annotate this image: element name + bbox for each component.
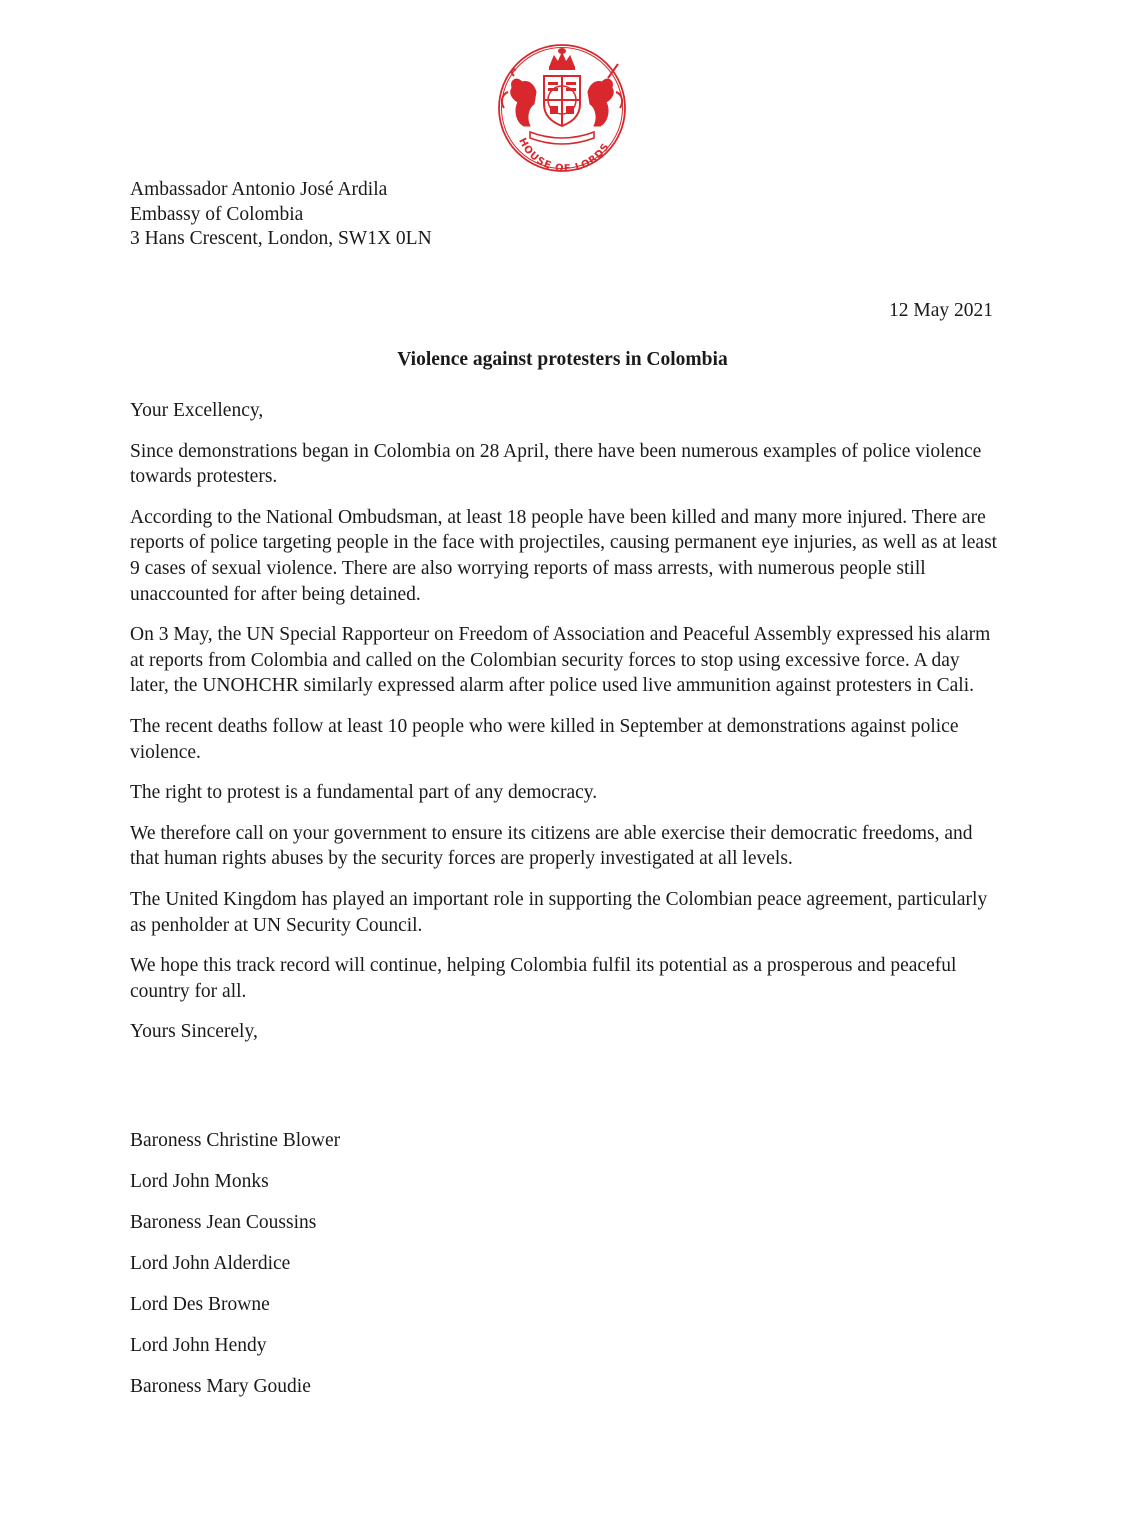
signatory: Lord John Hendy <box>130 1335 267 1356</box>
body-paragraph: We therefore call on your government to ensure its citizens are able exercise their democratic freedoms, and that human rights abuses by the security forces are properly investigated at all levels. <box>130 822 973 870</box>
signatory: Baroness Mary Goudie <box>130 1376 311 1397</box>
letter-subject: Violence against protesters in Colombia <box>397 349 728 370</box>
svg-text:HOUSE OF LORDS: HOUSE OF LORDS <box>516 136 613 174</box>
body-paragraph: Since demonstrations began in Colombia on 28 April, there have been numerous examples of police violence towards protesters. <box>130 440 982 488</box>
signatory: Baroness Christine Blower <box>130 1130 341 1151</box>
body-paragraph: The right to protest is a fundamental part of any democracy. <box>130 782 598 804</box>
recipient-address <box>130 178 432 252</box>
recipient-organisation: Embassy of Colombia <box>130 203 304 225</box>
body-paragraph: The recent deaths follow at least 10 people who were killed in September at demonstrations against police violence. <box>130 715 959 763</box>
signatory-list <box>130 1129 340 1416</box>
closing: Yours Sincerely, <box>130 1021 258 1043</box>
letter-body <box>130 398 1000 1060</box>
body-paragraph: We hope this track record will continue, helping Colombia fulfil its potential as a prosperous and peaceful country for all. <box>130 955 957 1002</box>
letter-date: 12 May 2021 <box>889 300 993 321</box>
body-paragraph: According to the National Ombudsman, at least 18 people have been killed and many more injured. There are reports of police targeting people in the face with projectiles, causing permanent eye injuries, as well as at least 9 cases of sexual violence. There are also worrying reports of mass arrests, with numerous people still unaccounted for after being detained. <box>130 506 998 605</box>
body-paragraph: The United Kingdom has played an important role in supporting the Colombian peace agreement, particularly as penholder at UN Security Council. <box>130 888 988 936</box>
signatory: Lord John Monks <box>130 1171 269 1192</box>
signatory: Baroness Jean Coussins <box>130 1212 317 1233</box>
salutation: Your Excellency, <box>130 400 264 421</box>
signatory: Lord John Alderdice <box>130 1253 291 1274</box>
recipient-street: 3 Hans Crescent, London, SW1X 0LN <box>130 228 432 249</box>
recipient-name: Ambassador Antonio José Ardila <box>130 179 388 200</box>
signatory: Lord Des Browne <box>130 1294 270 1315</box>
body-paragraph: On 3 May, the UN Special Rapporteur on Freedom of Association and Peaceful Assembly expressed his alarm at reports from Colombia and called on the Colombian security forces to stop using excessive force. A day later, the UNOHCHR similarly expressed alarm after police used live ammunition against protesters in Cali. <box>130 624 991 697</box>
house-of-lords-crest-icon <box>486 42 638 174</box>
